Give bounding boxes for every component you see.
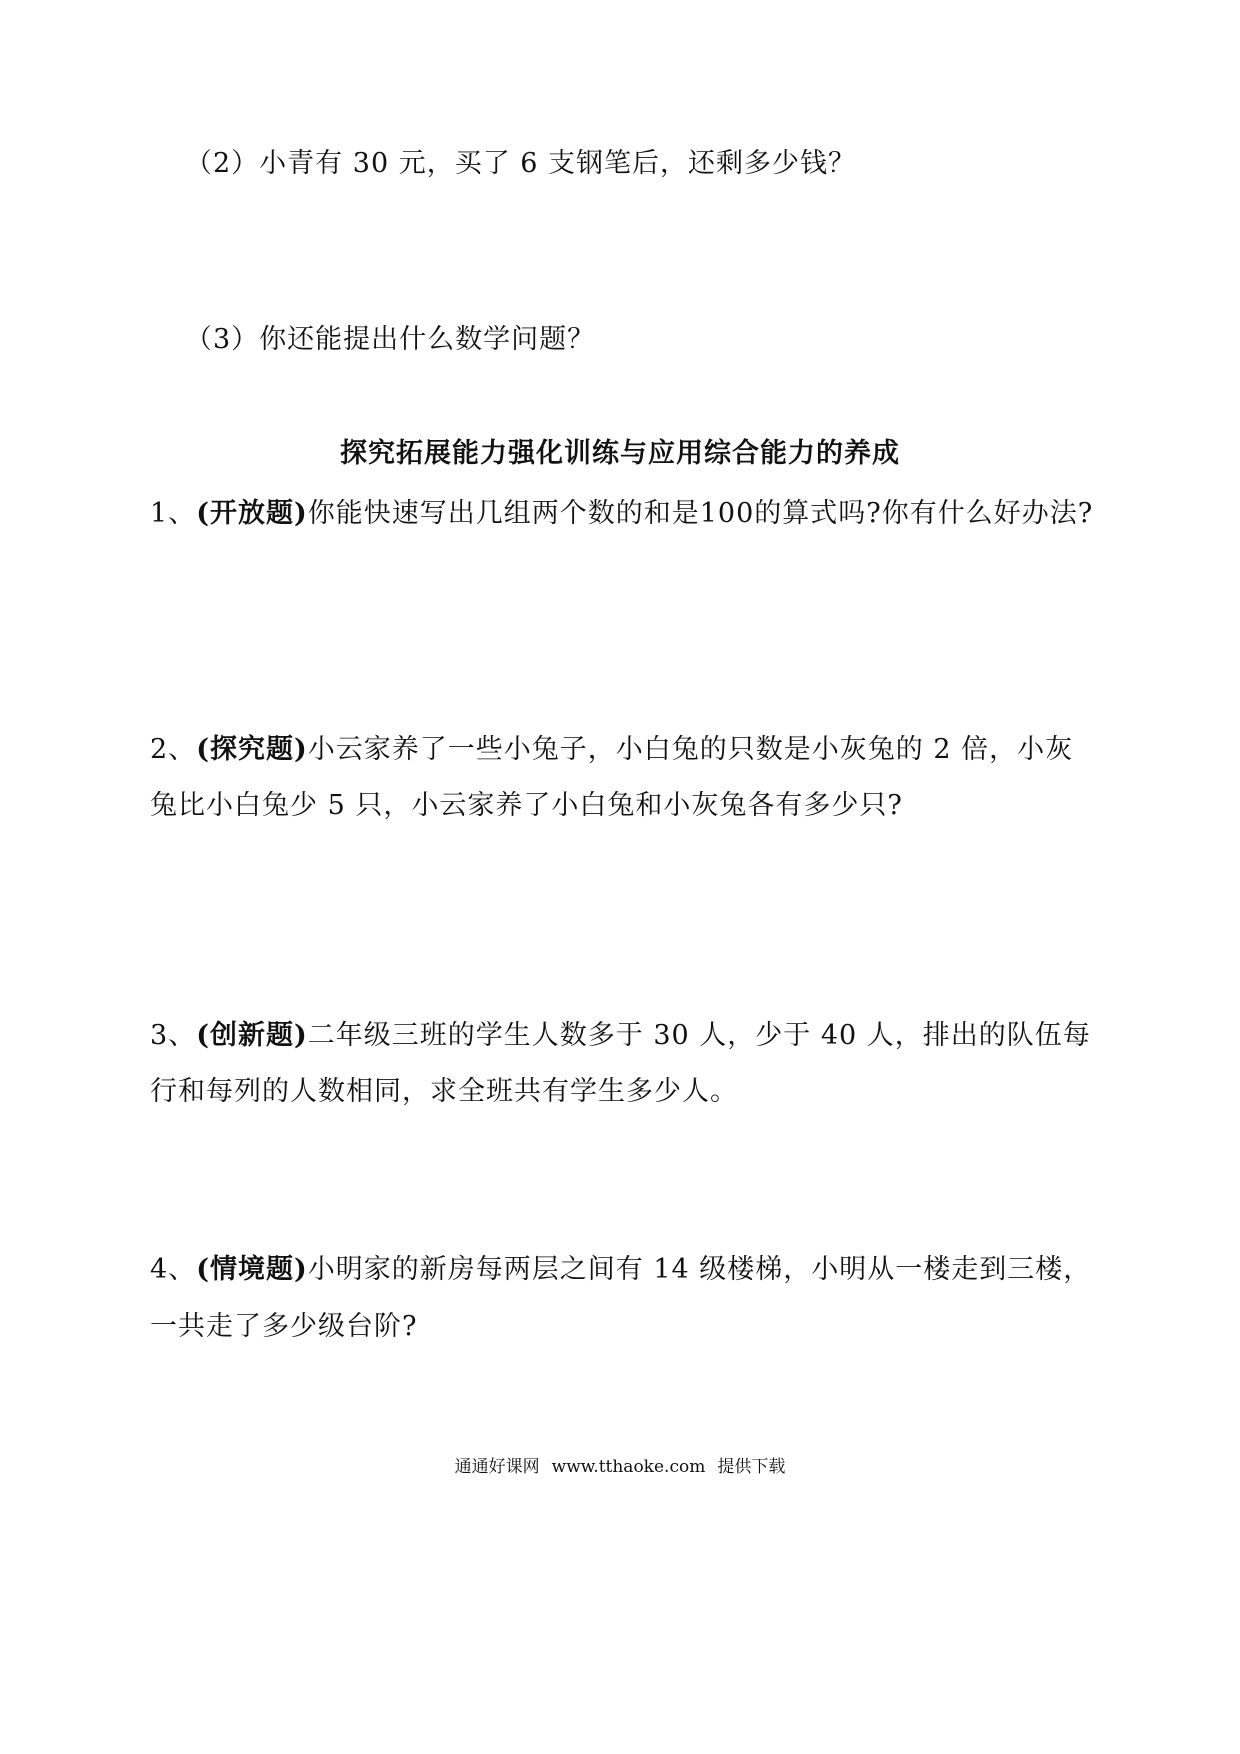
question-text: 小云家养了一些小兔子，小白兔的只数是小灰兔的 2 倍，小灰 xyxy=(307,734,1074,765)
sub-question-3: （3）你还能提出什么数学问题？ xyxy=(185,324,596,355)
question-tag: (探究题) xyxy=(196,734,308,765)
question-2 xyxy=(150,732,1073,768)
section-title: 探究拓展能力强化训练与应用综合能力的养成 xyxy=(340,438,900,469)
question-4-continuation: 一共走了多少级台阶? xyxy=(150,1311,418,1342)
question-4 xyxy=(150,1252,1091,1288)
question-text: 小明家的新房每两层之间有 14 级楼梯，小明从一楼走到三楼， xyxy=(307,1254,1092,1285)
question-text: 二年级三班的学生人数多于 30 人，少于 40 人，排出的队伍每 xyxy=(307,1020,1091,1051)
question-number: 4、 xyxy=(150,1254,197,1285)
question-1 xyxy=(150,496,1093,532)
page-footer xyxy=(0,1456,1240,1478)
question-number: 2、 xyxy=(150,734,197,765)
question-number: 1、 xyxy=(150,498,197,529)
question-tag: (创新题) xyxy=(196,1020,308,1051)
question-3-continuation: 行和每列的人数相同，求全班共有学生多少人。 xyxy=(150,1076,738,1107)
question-text: 你能快速写出几组两个数的和是100的算式吗?你有什么好办法? xyxy=(307,498,1094,529)
question-2-continuation: 兔比小白兔少 5 只，小云家养了小白兔和小灰兔各有多少只? xyxy=(150,790,903,821)
footer-site-name: 通通好课网 xyxy=(454,1457,540,1477)
question-number: 3、 xyxy=(150,1020,197,1051)
footer-suffix: 提供下载 xyxy=(717,1457,786,1477)
question-tag: (情境题) xyxy=(196,1254,308,1285)
sub-question-2: （2）小青有 30 元，买了 6 支钢笔后，还剩多少钱？ xyxy=(185,148,857,179)
question-tag: (开放题) xyxy=(196,498,308,529)
question-3 xyxy=(150,1018,1091,1054)
footer-url[interactable]: www.tthaoke.com xyxy=(551,1457,706,1477)
